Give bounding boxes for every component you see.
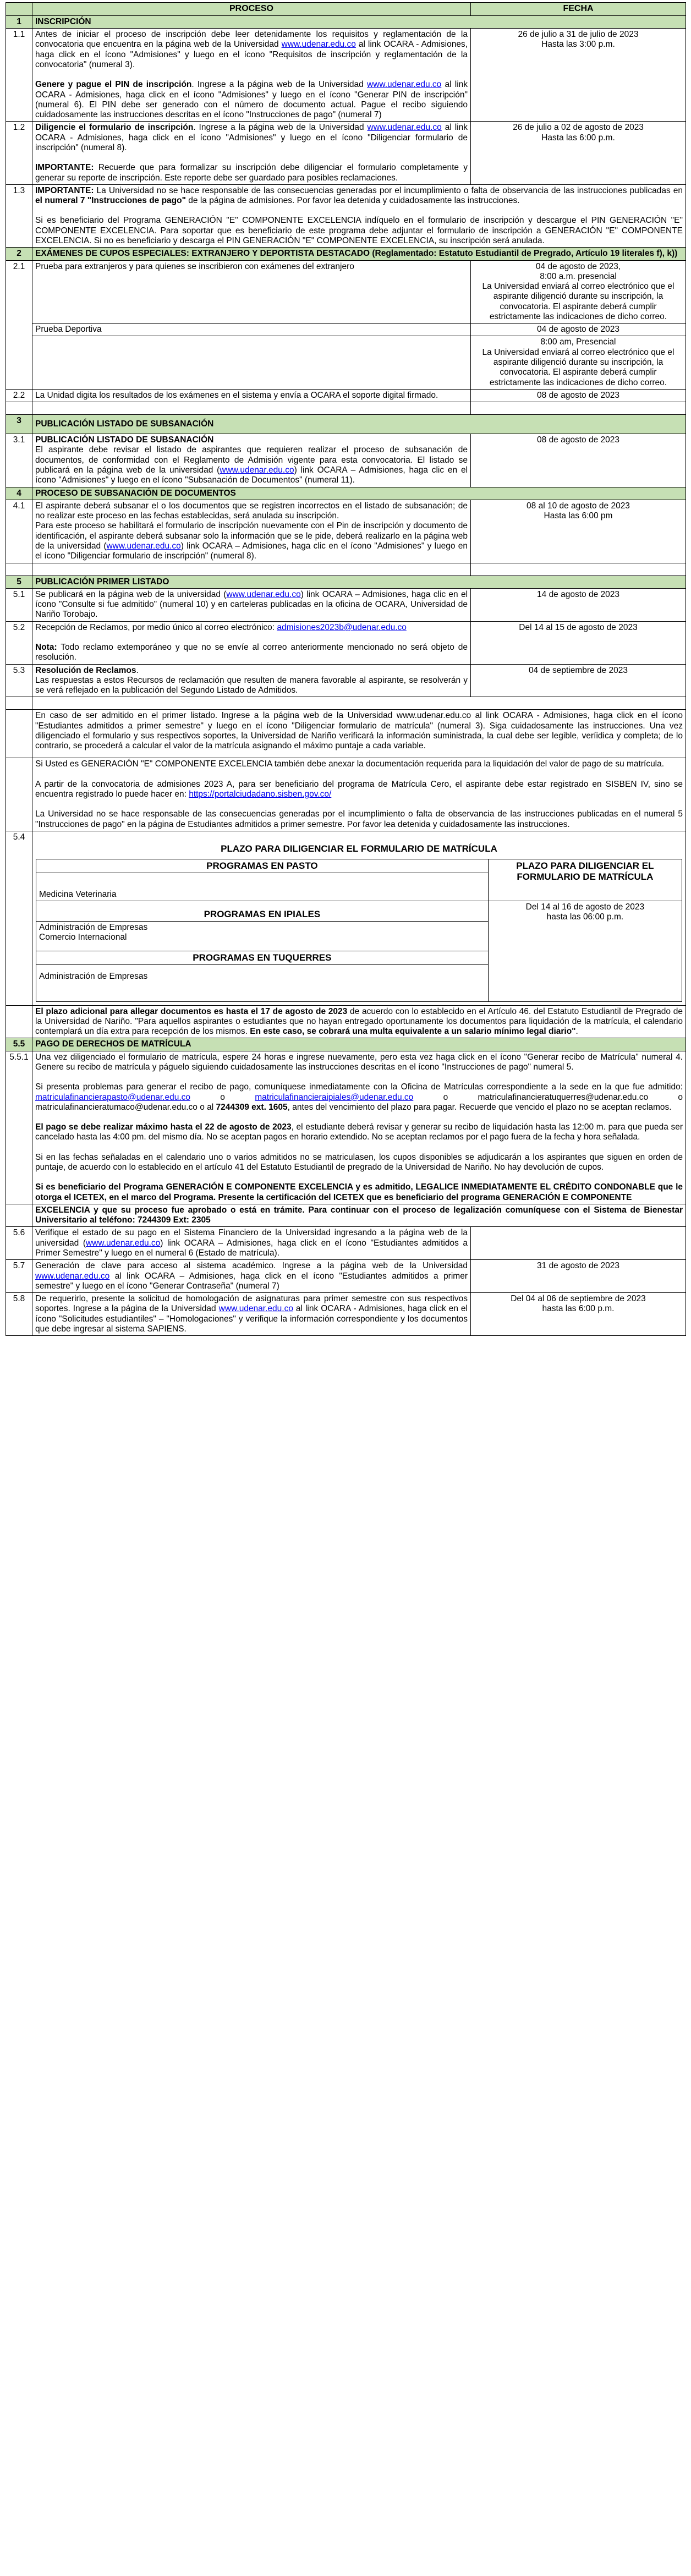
tuquerres-header: PROGRAMAS EN TUQUERRES [36,951,489,964]
row-number: 3.1 [6,434,32,487]
row-text: Prueba Deportiva [32,324,471,336]
header-proceso: PROCESO [32,3,471,16]
row-date: 04 de septiembre de 2023 [471,664,686,697]
date-line: 26 de julio a 31 de julio de 2023 [518,30,639,40]
row-number: 2.2 [6,389,32,402]
email-text: matriculafinancieratuquerres@udenar.edu.co [478,1092,649,1102]
text: . [575,1027,578,1037]
row-4-1 [6,500,686,563]
section-title: EXÁMENES DE CUPOS ESPECIALES: EXTRANJERO Y DEPORTISTA DESTACADO (Reglamentado: Estatuto Estudiantil de Pregrado, Artículo 19 literales f), k)) [32,248,686,260]
row-text: En caso de ser admitido en el primer listado. Ingrese a la página web de la Universidad www.udenar.edu.co al link OCARA - Admisiones, haga click en el ícono "Estudiantes admitidos a primer semestre" y luego en el ícono "Diligenciar formulario de matrícula" (numeral 3). Siga cuidadosamente las instrucciones. Una vez diligenciado el formulario y sus respectivos soportes, la Universidad de Nariño verificará la información suministrada, la cual debe ser legible, veríidica y completa; de lo contrario, se procederá a calcular el valor de la matrícula asignando el máximo puntaje a cada variable. [32,710,686,758]
row-text [32,758,686,831]
date-line: 08 al 10 de agosto de 2023 [527,501,630,511]
spacer [6,402,32,415]
text: Para este proceso se habilitará el formulario de inscripción nuevamente con el Pin de inscripción y documento de identificación, el aspirante deberá subsanar solo la información que se le pide, deberá realizarlo en la página web de la universidad ( [35,521,468,551]
text: Todo reclamo extemporáneo y que no se envíe al correo anteriormente mencionado no será objeto de resolución. [35,642,468,662]
spacer [471,402,686,415]
text: . [136,665,139,675]
spacer [32,697,686,710]
row-number: 1.3 [6,184,32,247]
row-number: 5.3 [6,664,32,697]
text: El aspirante debe revisar el listado de aspirantes que requieren realizar el proceso de subsanación de documentos, de conformidad con el Reglamento de Admisión vigente para esta convocatoria. El listado se publicará en la página web de la universidad ( [35,445,468,475]
row-text [32,122,471,184]
text: Una vez diligenciado el formulario de matrícula, espere 24 horas e ingrese nuevamente, pero esta vez haga click en el ícono "Generar recibo de Matrícula" numeral 4. Genere su recibo de matrícula y páguelo siguiendo cuidadosamente las instrucciones descritas en el ícono "Instrucciones de pago" numeral 5. [35,1052,683,1072]
row-note-2 [6,758,686,831]
blank-cell [6,1005,32,1038]
date-line: 8:00 am, Presencial [540,337,616,347]
row-text: Prueba para extranjeros y para quienes se inscribieron con exámenes del extranjero [32,260,471,324]
text: ) link OCARA – Admisiones, haga click en el ícono "Estudiantes admitidos a Primer Semestre" y luego en el numeral 6 (Estado de matrícula). [35,1238,468,1258]
row-number: 1.2 [6,122,32,184]
text: Si en las fechas señaladas en el calendario uno o varios admitidos no se matriculasen, los cupos disponibles se adjudicarán a los aspirantes que siguen en orden de puntaje, de acuerdo con lo establecido en el artículo 41 del Estatuto Estudiantil de pregrado de la Universidad de Nariño. No hay devolución de cupos. [35,1152,683,1172]
section-4-row [6,487,686,500]
table-header [6,3,686,16]
row-5-5-1 [6,1051,686,1204]
date-line: La Universidad enviará al correo electrónico que el aspirante diligenció durante su inscripción, la convocatoria. El aspirante deberá cumplir estrictamente las indicaciones de dicho correo. [482,347,674,387]
row-1-1 [6,29,686,122]
row-date [471,260,686,324]
bold-text: Genere y pague el PIN de inscripción [35,80,192,90]
udenar-link[interactable]: www.udenar.edu.co [85,1238,161,1248]
section-title: PUBLICACIÓN PRIMER LISTADO [32,576,686,588]
bold-text: EXCELENCIA y que su proceso fue aprobado o está en trámite. Para continuar con el proceso de legalización comuníquese con el Sistema de Bienestar Universitario al teléfono: 7244309 Ext: 2305 [32,1204,686,1227]
row-date [471,336,686,389]
udenar-link[interactable]: www.udenar.edu.co [106,541,181,551]
text: ) link OCARA – Admisiones, haga clic en el ícono "Consulte si fue admitido" (numeral 10) y en carteleras publicadas en la oficina de OCARA, Universidad de Nariño Torobajo. [35,589,468,620]
row-number: 5.1 [6,588,32,621]
row-2-1b [6,324,686,336]
udenar-link[interactable]: www.udenar.edu.co [281,40,356,50]
bold-text: En este caso, se cobrará una multa equivalente a un salario mínimo legal diario" [250,1027,576,1037]
section-number: 5.5 [6,1038,32,1051]
row-2-2 [6,389,686,402]
date-line: Hasta las 6:00 pm [544,511,613,521]
text: Verifique el estado de su pago en el Sistema Financiero de la Universidad ingresando a la página web de la universidad ( [35,1228,468,1248]
section-title: PAGO DE DERECHOS DE MATRÍCULA [32,1038,686,1051]
udenar-link[interactable]: www.udenar.edu.co [35,1271,110,1281]
udenar-link[interactable]: www.udenar.edu.co [226,589,301,599]
plazo-title: PLAZO PARA DILIGENCIAR EL FORMULARIO DE MATRÍCULA [221,843,497,854]
row-date [471,1227,686,1260]
section-number: 2 [6,248,32,260]
email-text: matriculafinancieratumaco@udenar.edu.co [35,1102,198,1112]
bold-text: El plazo adicional para allegar documentos es hasta el 17 de agosto de 2023 [35,1006,348,1016]
date-line: hasta las 06:00 p.m. [546,912,624,922]
text: al link OCARA - Admisiones, haga click en el ícono "Admisiones" y luego en el ícono "Requisitos de inscripción y reglamentación de la convocatoria" (numeral 3). [35,40,468,69]
programs-header [36,859,682,873]
udenar-link[interactable]: www.udenar.edu.co [220,465,294,475]
email-link[interactable]: matriculafinancieraipiales@udenar.edu.co [255,1092,414,1102]
bold-text: Diligencie el formulario de inscripción [35,123,194,133]
row-1-2 [6,122,686,184]
bold-text: Nota: [35,642,57,652]
row-text [32,621,471,664]
header-fecha: FECHA [471,3,686,16]
spacer-row [6,697,686,710]
email-link[interactable]: matriculafinancierapasto@udenar.edu.co [35,1092,190,1102]
pasto-header: PROGRAMAS EN PASTO [36,859,489,873]
row-date [471,1293,686,1336]
row-text [32,664,471,697]
bold-text: PUBLICACIÓN LISTADO DE SUBSANACIÓN [35,435,214,445]
row-1-3 [6,184,686,247]
section-number: 3 [6,415,32,434]
row-number: 1.1 [6,29,32,122]
row-5-4 [6,831,686,1005]
spacer [471,563,686,576]
row-number: 5.5.1 [6,1051,32,1204]
section-number: 1 [6,15,32,28]
text: Las respuestas a estos Recursos de reclamación que resulten de manera favorable al aspirante, se resolverán y se verá reflejado en la publicación del Segundo Listado de Admitidos. [35,675,468,695]
date-line: La Universidad enviará al correo electrónico que el aspirante diligenció durante su inscripción, la convocatoria. El aspirante deberá cumplir estrictamente las indicaciones de dicho correo. [482,282,674,321]
section-1-row [6,15,686,28]
text: , antes del vencimiento del plazo para pagar. Recuerde que vencido el plazo no se aceptan reclamos. [287,1102,672,1112]
section-title: PROCESO DE SUBSANACIÓN DE DOCUMENTOS [32,487,686,500]
row-date: 04 de agosto de 2023 [471,324,686,336]
text: A partir de la convocatoria de admisiones 2023 A, para ser beneficiario del programa de Matrícula Cero, el aspirante debe estar registrado en SISBEN IV, sino se encuentra registrado lo puede hacer en: [35,779,683,799]
program-item: Comercio Internacional [39,933,127,942]
row-2-1a [6,260,686,324]
row-text [32,29,471,122]
section-number: 5 [6,576,32,588]
row-date [471,122,686,184]
row-date: 08 de agosto de 2023 [471,389,686,402]
text: El aspirante deberá subsanar el o los documentos que se registren incorrectos en el listado de subsanación; de no realizar este proceso en las fechas establecidas, será anulada su inscripción. [35,501,468,521]
plazo-date [488,901,682,1001]
ipiales-header-row [36,901,682,921]
text: Recepción de Reclamos, por medio único al correo electrónico: [35,622,277,632]
date-line: Hasta las 6:00 p.m. [541,133,615,142]
text: La Universidad no se hace responsable de las consecuencias generadas por el incumplimiento o falta de observancia de las instrucciones publicadas en el numeral 5 "Instrucciones de pago" en la página de Estudiantes admitidos a primer semestre. Por favor lea detenida y cuidadosamente las instrucciones. [35,809,683,829]
row-text [32,434,471,487]
date-line: hasta las 6:00 p.m. [542,1304,615,1314]
text: , el estudiante deberá revisar y generar su recibo de liquidación hasta las 12:00 m. para que pueda ser cancelado hasta las 4:00 pm. del mismo día. No se aceptan pagos en horario extendido. No se aceptan reclamos por el pago fuera de la fecha y hora señalada. [35,1122,683,1142]
email-link[interactable]: admisiones2023b@udenar.edu.co [277,622,407,632]
row-number: 5.6 [6,1227,32,1260]
text: La Universidad no se hace responsable de las consecuencias generadas por el incumplimiento o falta de observancia de las instrucciones publicadas en [94,185,683,195]
spacer-row [6,402,686,415]
bold-text: Si es beneficiario del Programa GENERACIÓN E COMPONENTE EXCELENCIA y es admitido, LEGALICE INMEDIATAMENTE EL CRÉDITO CONDONABLE que le otorga el ICETEX, en el marco del Programa. Presente la certificación del ICETEX que es beneficiario del programa GENERACIÓN E COMPONENTE [35,1182,683,1202]
section-title: INSCRIPCIÓN [32,15,686,28]
date-line: Del 14 al 16 de agosto de 2023 [525,902,645,912]
spacer-row [6,563,686,576]
row-5-8 [6,1293,686,1336]
ipiales-header: PROGRAMAS EN IPIALES [36,901,489,921]
text: al link OCARA - Admisiones, haga click en el ícono "Admisiones" y luego en el ícono "Diligenciar formulario de inscripción" (numeral 8). [35,123,468,152]
date-line: 8:00 a.m. presencial [540,271,617,281]
row-date: 14 de agosto de 2023 [471,588,686,621]
section-2-row [6,248,686,260]
spacer [6,563,32,576]
udenar-link[interactable]: www.udenar.edu.co [367,80,442,90]
header-blank [6,3,32,16]
row-text [32,831,686,1005]
row-3-1 [6,434,686,487]
bold-text: el numeral 7 "Instrucciones de pago" [35,196,186,206]
row-5-2 [6,621,686,664]
section-5-5-row [6,1038,686,1051]
row-text [32,1260,471,1293]
program-list [36,922,489,951]
plazo-header: PLAZO PARA DILIGENCIAR EL FORMULARIO DE MATRÍCULA [488,859,682,901]
blank-cell [6,758,32,831]
bold-text: IMPORTANTE: [35,185,94,195]
row-2-1c [6,336,686,389]
row-text [32,184,686,247]
programs-table [36,859,682,1002]
text: . Ingrese a la página web de la Universidad [193,123,368,133]
section-5-row [6,576,686,588]
row-date [471,29,686,122]
section-number: 4 [6,487,32,500]
bold-text: Resolución de Reclamos [35,665,136,675]
spacer [6,697,32,710]
text: de la página de admisiones. Por favor lea detenida y cuidadosamente las instrucciones. [185,196,520,206]
row-date [471,500,686,563]
blank-cell [6,1204,32,1227]
row-continuation [6,1204,686,1227]
spacer [32,402,471,415]
date-line: 04 de agosto de 2023, [535,261,621,271]
row-plazo-adicional [6,1005,686,1038]
sisben-link[interactable]: https://portalciudadano.sisben.gov.co/ [189,790,332,799]
text: Generación de clave para acceso al sistema académico. Ingrese a la página web de la Universidad [35,1261,468,1271]
row-date: 31 de agosto de 2023 [471,1260,686,1293]
text: Si presenta problemas para generar el recibo de pago, comuníquese inmediatamente con la Oficina de Matrículas correspondiente a la sede en la que fue admitido: [35,1082,683,1092]
section-3-row [6,415,686,434]
row-5-7 [6,1260,686,1293]
row-date: Del 14 al 15 de agosto de 2023 [471,621,686,664]
row-note-1 [6,710,686,758]
date-line: 26 de julio a 02 de agosto de 2023 [513,123,644,133]
row-text [32,336,471,389]
blank-cell [6,710,32,758]
spacer [32,563,471,576]
section-title: PUBLICACIÓN LISTADO DE SUBSANACIÓN [32,415,686,434]
row-text [32,1227,471,1260]
row-text [32,588,471,621]
text: al link OCARA – Admisiones, haga click en el ícono "Estudiantes admitidos a primer semestre" y luego en el ícono "Generar Contraseña" (numeral 7) [35,1271,468,1291]
row-5-6 [6,1227,686,1260]
row-text [32,500,471,563]
text: Se publicará en la página web de la universidad ( [35,589,227,599]
udenar-link[interactable]: www.udenar.edu.co [367,123,442,133]
row-text [32,1005,686,1038]
text: Recuerde que para formalizar su inscripción debe diligenciar el formulario completamente y generar su reporte de inscripción. Este reporte debe ser guardado para posibles reclamaciones. [35,163,468,183]
row-5-1 [6,588,686,621]
text: Si es beneficiario del Programa GENERACIÓN "E" COMPONENTE EXCELENCIA indíquelo en el formulario de inscripción y descargue el PIN GENERACIÓN "E" COMPONENTE EXCELENCIA. Para soportar que es beneficiario de este programa debe adjuntar el formulario de inscripción a GENERACIÓN "E" COMPONENTE EXCELENCIA. Si no es beneficiario y descarga el PIN GENERACIÓN "E" COMPONENTE EXCELENCIA, su inscripción será anulada. [35,216,683,245]
text: de acuerdo con lo establecido en el Artículo 46. del Estatuto Estudiantil de Pregrado de la Universidad de Nariño. "Para aquellos aspirantes o estudiantes que no hayan entregado oportunamente los documentos para liquidación de la matrícula, el calendario contemplará un día extra para recepción de los mismos. [35,1006,683,1037]
row-text [32,1293,471,1336]
text: . Ingrese a la página web de la Universidad [191,80,367,90]
text: al link OCARA - Admisiones, haga click en el ícono "Admisiones" y luego en el ícono "Generar PIN de inscripción" (numeral 6). El PIN debe ser generado con el número de documento actual. Pague el recibo siguiendo cuidadosamente las instrucciones descritas en el ícono "Instrucciones de pago" (numeral 7) [35,80,468,120]
date-line: Hasta las 3:00 p.m. [541,40,615,50]
row-number: 5.2 [6,621,32,664]
row-number: 2.1 [6,260,32,389]
row-number: 5.8 [6,1293,32,1336]
text: o [648,1092,683,1102]
text: al link OCARA - Admisiones, haga click en el ícono "Solicitudes estudiantiles" – "Homologaciones" y verifique la información correspondiente y los documentos que debe ingresar al sistema SAPIENS. [35,1304,468,1334]
text: o al [197,1102,216,1112]
bold-text: 7244309 ext. 1605 [216,1102,288,1112]
row-5-3 [6,664,686,697]
row-date: 08 de agosto de 2023 [471,434,686,487]
text: ) link OCARA – Admisiones, haga clic en el ícono "Admisiones" y luego en el ícono "Subsanación de Documentos" (numeral 11). [35,465,468,485]
row-number: 5.4 [6,831,32,1005]
text: o [190,1092,255,1102]
program-item: Administración de Empresas [36,964,489,1001]
text: Si Usted es GENERACIÓN "E" COMPONENTE EXCELENCIA también debe anexar la documentación requerida para la liquidación del valor de pago de su matrícula. [35,759,665,769]
row-number: 4.1 [6,500,32,563]
text: ) link OCARA – Admisiones, haga clic en el ícono "Admisiones" y luego en el ícono "Diligenciar formulario de inscripción" (numeral 8). [35,541,468,561]
text: Antes de iniciar el proceso de inscripción debe leer detenidamente los requisitos y reglamentación de la convocatoria que encuentra en la página web de la Universidad [35,30,468,50]
text: De requerirlo, presente la solicitud de homologación de asignaturas para primer semestre con sus respectivos soportes. Ingrese a la página de la Universidad [35,1294,468,1314]
udenar-link[interactable]: www.udenar.edu.co [218,1304,293,1314]
row-text [32,1051,686,1204]
row-text: La Unidad digita los resultados de los exámenes en el sistema y envía a OCARA el soporte digital firmado. [32,389,471,402]
text: o [413,1092,478,1102]
program-item: Medicina Veterinaria [36,873,489,901]
row-number: 5.7 [6,1260,32,1293]
calendar-table [6,2,686,1336]
program-item: Administración de Empresas [39,923,148,933]
bold-text: El pago se debe realizar máximo hasta el 22 de agosto de 2023 [35,1122,292,1132]
bold-text: IMPORTANTE: [35,163,94,173]
date-line: Del 04 al 06 de septiembre de 2023 [511,1294,646,1304]
